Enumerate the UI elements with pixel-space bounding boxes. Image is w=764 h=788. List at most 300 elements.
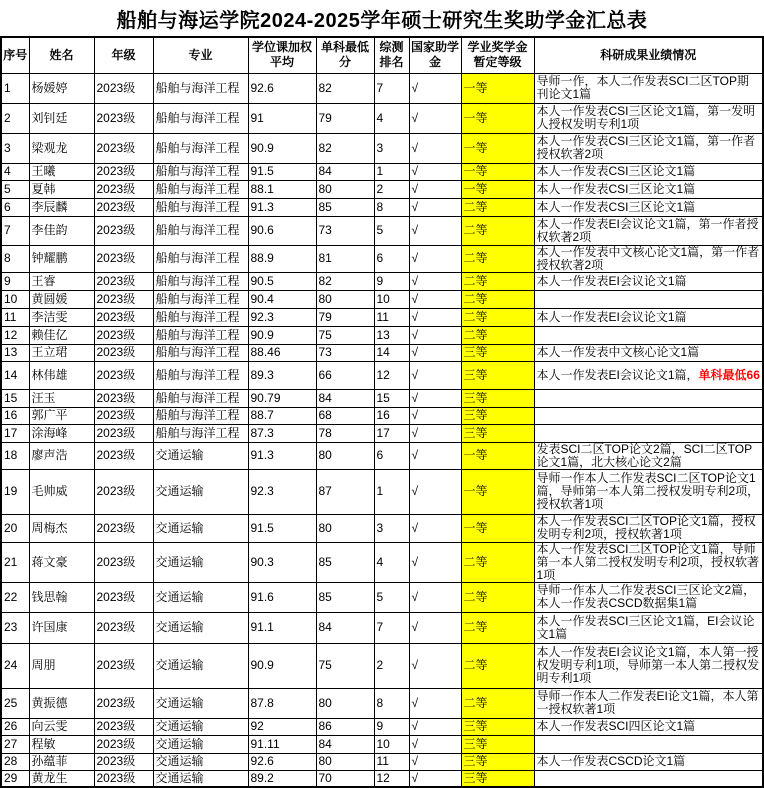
cell-level: 三等 [461,344,534,361]
cell-rank: 8 [374,198,409,216]
cell-grade: 2023级 [94,308,153,326]
cell-level: 一等 [461,133,534,163]
page-title: 船舶与海运学院2024-2025学年硕士研究生奖助学金汇总表 [116,9,648,32]
cell-rank: 13 [374,326,409,344]
cell-min: 84 [316,389,374,407]
cell-research: 本人一作发表CSI三区论文1篇 [534,198,763,216]
cell-name: 李佳韵 [29,216,94,245]
cell-level: 一等 [461,73,534,103]
cell-rank: 6 [374,245,409,272]
table-row [1,514,763,542]
cell-avg: 89.2 [248,770,316,787]
cell-major: 船舶与海洋工程 [153,361,248,389]
cell-research: 导师一作本人二作发表SCI二区TOP论文1篇，导师第一本人第二授权发明专利2项，授权软著1项 [534,469,763,514]
column-header-research: 科研成果业绩情况 [534,37,763,73]
cell-min: 84 [316,163,374,180]
column-header-grant: 国家助学金 [409,37,461,73]
cell-rank: 12 [374,361,409,389]
cell-no: 20 [1,514,29,542]
column-header-min: 单科最低分 [316,37,374,73]
cell-grade: 2023级 [94,133,153,163]
cell-no: 8 [1,245,29,272]
cell-grade: 2023级 [94,643,153,688]
table-row [1,735,763,753]
cell-research: 本人一作发表CSI三区论文1篇 [534,180,763,198]
cell-grade: 2023级 [94,344,153,361]
table-row [1,133,763,163]
cell-level: 三等 [461,389,534,407]
cell-research [534,407,763,424]
cell-name: 王睿 [29,272,94,290]
cell-grant: √ [409,163,461,180]
cell-research: 导师一作，本人二作发表SCI二区TOP期刊论文1篇 [534,73,763,103]
cell-min: 75 [316,326,374,344]
cell-no: 5 [1,180,29,198]
cell-no: 13 [1,344,29,361]
cell-grade: 2023级 [94,272,153,290]
cell-research: 本人一作发表CSI三区论文1篇，第一作者授权软著2项 [534,133,763,163]
table-row [1,180,763,198]
scholarship-table [0,36,764,788]
alert-text: 单科最低66 [698,367,760,382]
cell-name: 周朋 [29,643,94,688]
cell-grade: 2023级 [94,612,153,643]
cell-grant: √ [409,361,461,389]
cell-research: 本人一作发表EI会议论文1篇 [534,308,763,326]
cell-no: 9 [1,272,29,290]
cell-grant: √ [409,542,461,582]
cell-level: 二等 [461,542,534,582]
table-header-row [1,37,763,73]
cell-rank: 9 [374,272,409,290]
cell-rank: 4 [374,542,409,582]
cell-name: 许国康 [29,612,94,643]
cell-grant: √ [409,753,461,770]
cell-level: 三等 [461,718,534,735]
cell-name: 程敏 [29,735,94,753]
cell-research: 发表SCI二区TOP论文2篇，SCI二区TOP论文1篇，北大核心论文2篇 [534,442,763,469]
cell-grant: √ [409,133,461,163]
cell-research: 本人一作发表SCI二区TOP论文1篇，授权发明专利2项，授权软著1项 [534,514,763,542]
table-row [1,272,763,290]
cell-rank: 17 [374,424,409,442]
cell-level: 一等 [461,514,534,542]
cell-research: 导师一作本人二作发表SCI三区论文2篇，本人一作发表CSCD数据集1篇 [534,582,763,612]
cell-grade: 2023级 [94,582,153,612]
cell-min: 85 [316,582,374,612]
cell-min: 79 [316,103,374,133]
cell-level: 二等 [461,198,534,216]
cell-grade: 2023级 [94,290,153,308]
cell-grant: √ [409,643,461,688]
cell-rank: 2 [374,643,409,688]
cell-name: 林伟雄 [29,361,94,389]
cell-level: 二等 [461,308,534,326]
cell-name: 王立珺 [29,344,94,361]
cell-grant: √ [409,735,461,753]
cell-rank: 5 [374,582,409,612]
cell-rank: 14 [374,344,409,361]
cell-avg: 88.7 [248,407,316,424]
cell-no: 3 [1,133,29,163]
cell-avg: 90.6 [248,216,316,245]
cell-level: 三等 [461,735,534,753]
cell-name: 黄振德 [29,688,94,718]
cell-min: 80 [316,514,374,542]
cell-rank: 16 [374,407,409,424]
cell-grant: √ [409,770,461,787]
cell-research: 本人一作发表EI会议论文1篇 [534,272,763,290]
cell-no: 24 [1,643,29,688]
cell-name: 蒋文豪 [29,542,94,582]
cell-name: 李辰麟 [29,198,94,216]
cell-name: 夏韩 [29,180,94,198]
cell-research [534,735,763,753]
cell-name: 向云雯 [29,718,94,735]
cell-major: 船舶与海洋工程 [153,272,248,290]
cell-min: 82 [316,272,374,290]
cell-no: 17 [1,424,29,442]
cell-major: 船舶与海洋工程 [153,73,248,103]
cell-major: 交通运输 [153,542,248,582]
cell-grant: √ [409,407,461,424]
cell-rank: 15 [374,389,409,407]
table-row [1,718,763,735]
cell-grant: √ [409,198,461,216]
cell-min: 70 [316,770,374,787]
cell-avg: 91.5 [248,514,316,542]
cell-grant: √ [409,73,461,103]
cell-research: 本人一作发表CSI三区论文1篇，第一发明人授权发明专利1项 [534,103,763,133]
cell-min: 73 [316,344,374,361]
cell-min: 80 [316,180,374,198]
cell-grade: 2023级 [94,73,153,103]
cell-rank: 8 [374,688,409,718]
column-header-no: 序号 [1,37,29,73]
cell-grant: √ [409,688,461,718]
cell-level: 三等 [461,424,534,442]
cell-grade: 2023级 [94,424,153,442]
cell-grade: 2023级 [94,735,153,753]
cell-name: 黄龙生 [29,770,94,787]
cell-major: 船舶与海洋工程 [153,407,248,424]
cell-grant: √ [409,272,461,290]
cell-avg: 91.1 [248,612,316,643]
cell-name: 杨媛婷 [29,73,94,103]
cell-min: 84 [316,612,374,643]
cell-major: 船舶与海洋工程 [153,424,248,442]
cell-major: 交通运输 [153,753,248,770]
table-row [1,753,763,770]
cell-min: 82 [316,73,374,103]
cell-grade: 2023级 [94,442,153,469]
cell-avg: 87.8 [248,688,316,718]
table-row [1,245,763,272]
cell-avg: 90.9 [248,326,316,344]
cell-no: 28 [1,753,29,770]
cell-avg: 92.6 [248,73,316,103]
table-row [1,308,763,326]
cell-no: 27 [1,735,29,753]
cell-avg: 88.9 [248,245,316,272]
cell-avg: 91.6 [248,582,316,612]
cell-level: 二等 [461,216,534,245]
cell-avg: 90.9 [248,643,316,688]
cell-level: 二等 [461,290,534,308]
cell-min: 66 [316,361,374,389]
cell-name: 梁观龙 [29,133,94,163]
cell-grade: 2023级 [94,163,153,180]
cell-rank: 4 [374,103,409,133]
cell-research [534,326,763,344]
column-header-level: 学业奖学金暂定等级 [461,37,534,73]
cell-research: 本人一作发表中文核心论文1篇，第一作者授权软著2项 [534,245,763,272]
cell-major: 船舶与海洋工程 [153,326,248,344]
cell-research [534,770,763,787]
cell-major: 船舶与海洋工程 [153,216,248,245]
cell-no: 18 [1,442,29,469]
cell-avg: 90.79 [248,389,316,407]
cell-major: 船舶与海洋工程 [153,133,248,163]
cell-grade: 2023级 [94,688,153,718]
cell-grade: 2023级 [94,469,153,514]
cell-level: 二等 [461,688,534,718]
cell-no: 14 [1,361,29,389]
cell-min: 81 [316,245,374,272]
cell-min: 85 [316,198,374,216]
cell-level: 二等 [461,272,534,290]
cell-research: 本人一作发表SCI四区论文1篇 [534,718,763,735]
cell-rank: 3 [374,514,409,542]
cell-research: 导师一作本人二作发表EI论文1篇，本人第一授权软著1项 [534,688,763,718]
cell-rank: 12 [374,770,409,787]
cell-major: 船舶与海洋工程 [153,163,248,180]
cell-avg: 91.5 [248,163,316,180]
cell-no: 25 [1,688,29,718]
cell-no: 19 [1,469,29,514]
cell-avg: 90.4 [248,290,316,308]
cell-rank: 1 [374,163,409,180]
cell-min: 73 [316,216,374,245]
cell-name: 刘钊廷 [29,103,94,133]
cell-avg: 92 [248,718,316,735]
column-header-avg: 学位课加权平均 [248,37,316,73]
cell-min: 84 [316,735,374,753]
table-row [1,582,763,612]
cell-min: 75 [316,643,374,688]
cell-rank: 7 [374,73,409,103]
column-header-grade: 年级 [94,37,153,73]
cell-grade: 2023级 [94,407,153,424]
cell-min: 80 [316,753,374,770]
cell-major: 交通运输 [153,718,248,735]
cell-no: 12 [1,326,29,344]
cell-avg: 91.3 [248,442,316,469]
cell-name: 涂海峰 [29,424,94,442]
cell-major: 船舶与海洋工程 [153,103,248,133]
cell-rank: 10 [374,290,409,308]
cell-major: 交通运输 [153,469,248,514]
cell-level: 二等 [461,326,534,344]
table-row [1,688,763,718]
cell-name: 郭广平 [29,407,94,424]
table-row [1,542,763,582]
cell-research [534,290,763,308]
cell-min: 86 [316,718,374,735]
column-header-major: 专业 [153,37,248,73]
cell-research: 本人一作发表EI会议论文1篇，第一作者授权软著2项 [534,216,763,245]
cell-rank: 10 [374,735,409,753]
cell-rank: 7 [374,612,409,643]
table-row [1,407,763,424]
cell-no: 6 [1,198,29,216]
cell-major: 船舶与海洋工程 [153,308,248,326]
table-row [1,442,763,469]
cell-min: 79 [316,308,374,326]
cell-major: 船舶与海洋工程 [153,245,248,272]
cell-rank: 11 [374,308,409,326]
cell-grant: √ [409,326,461,344]
table-row [1,389,763,407]
cell-grant: √ [409,216,461,245]
cell-no: 7 [1,216,29,245]
cell-min: 82 [316,133,374,163]
cell-grade: 2023级 [94,180,153,198]
cell-no: 11 [1,308,29,326]
cell-min: 80 [316,290,374,308]
cell-grade: 2023级 [94,753,153,770]
cell-grade: 2023级 [94,542,153,582]
cell-rank: 9 [374,718,409,735]
cell-major: 交通运输 [153,582,248,612]
cell-grade: 2023级 [94,216,153,245]
cell-no: 21 [1,542,29,582]
cell-major: 船舶与海洋工程 [153,290,248,308]
cell-grade: 2023级 [94,361,153,389]
table-row [1,469,763,514]
cell-grade: 2023级 [94,198,153,216]
cell-name: 钟耀鹏 [29,245,94,272]
cell-avg: 87.3 [248,424,316,442]
cell-name: 钱思翰 [29,582,94,612]
cell-min: 85 [316,542,374,582]
cell-major: 交通运输 [153,770,248,787]
cell-name: 李洁雯 [29,308,94,326]
cell-grant: √ [409,308,461,326]
cell-avg: 91.3 [248,198,316,216]
cell-grant: √ [409,612,461,643]
cell-rank: 3 [374,133,409,163]
cell-level: 三等 [461,770,534,787]
cell-name: 周梅杰 [29,514,94,542]
cell-rank: 6 [374,442,409,469]
table-row [1,103,763,133]
cell-grant: √ [409,103,461,133]
cell-min: 78 [316,424,374,442]
cell-level: 一等 [461,163,534,180]
table-row [1,198,763,216]
cell-grant: √ [409,424,461,442]
cell-rank: 2 [374,180,409,198]
cell-min: 80 [316,688,374,718]
cell-grant: √ [409,469,461,514]
cell-grant: √ [409,290,461,308]
cell-min: 68 [316,407,374,424]
cell-major: 船舶与海洋工程 [153,344,248,361]
cell-level: 一等 [461,442,534,469]
cell-research: 本人一作发表EI会议论文1篇，单科最低66 [534,361,763,389]
cell-avg: 90.9 [248,133,316,163]
cell-research: 本人一作发表CSCD论文1篇 [534,753,763,770]
cell-min: 87 [316,469,374,514]
cell-grant: √ [409,389,461,407]
cell-avg: 92.3 [248,308,316,326]
cell-no: 1 [1,73,29,103]
cell-avg: 90.5 [248,272,316,290]
cell-major: 交通运输 [153,688,248,718]
cell-grant: √ [409,514,461,542]
cell-level: 三等 [461,361,534,389]
cell-major: 交通运输 [153,612,248,643]
cell-min: 80 [316,442,374,469]
table-row [1,73,763,103]
cell-name: 孙蕴菲 [29,753,94,770]
cell-no: 29 [1,770,29,787]
cell-research: 本人一作发表CSI三区论文1篇 [534,163,763,180]
cell-name: 赖佳亿 [29,326,94,344]
cell-no: 16 [1,407,29,424]
cell-avg: 91 [248,103,316,133]
cell-rank: 11 [374,753,409,770]
table-row [1,216,763,245]
cell-major: 交通运输 [153,442,248,469]
cell-research [534,424,763,442]
cell-level: 三等 [461,407,534,424]
cell-name: 黄圆媛 [29,290,94,308]
cell-grade: 2023级 [94,718,153,735]
cell-grade: 2023级 [94,326,153,344]
cell-avg: 88.46 [248,344,316,361]
cell-research: 本人一作发表中文核心论文1篇 [534,344,763,361]
cell-rank: 5 [374,216,409,245]
cell-avg: 88.1 [248,180,316,198]
table-row [1,326,763,344]
cell-name: 毛帅威 [29,469,94,514]
cell-major: 交通运输 [153,643,248,688]
cell-research: 本人一作发表EI会议论文1篇，本人第一授权发明专利1项，导师第一本人第二授权发明专利1项 [534,643,763,688]
cell-research: 本人一作发表SCI二区TOP论文1篇，导师第一本人第二授权发明专利2项，授权软著1项 [534,542,763,582]
cell-grant: √ [409,180,461,198]
table-row [1,361,763,389]
column-header-name: 姓名 [29,37,94,73]
cell-research: 本人一作发表SCI三区论文1篇，EI会议论文1篇 [534,612,763,643]
table-row [1,770,763,787]
cell-no: 26 [1,718,29,735]
table-row [1,643,763,688]
table-row [1,290,763,308]
cell-major: 交通运输 [153,514,248,542]
cell-grant: √ [409,344,461,361]
cell-rank: 1 [374,469,409,514]
cell-grade: 2023级 [94,770,153,787]
cell-major: 船舶与海洋工程 [153,180,248,198]
cell-level: 一等 [461,180,534,198]
table-row [1,612,763,643]
cell-level: 一等 [461,469,534,514]
table-row [1,424,763,442]
cell-level: 二等 [461,612,534,643]
cell-no: 15 [1,389,29,407]
